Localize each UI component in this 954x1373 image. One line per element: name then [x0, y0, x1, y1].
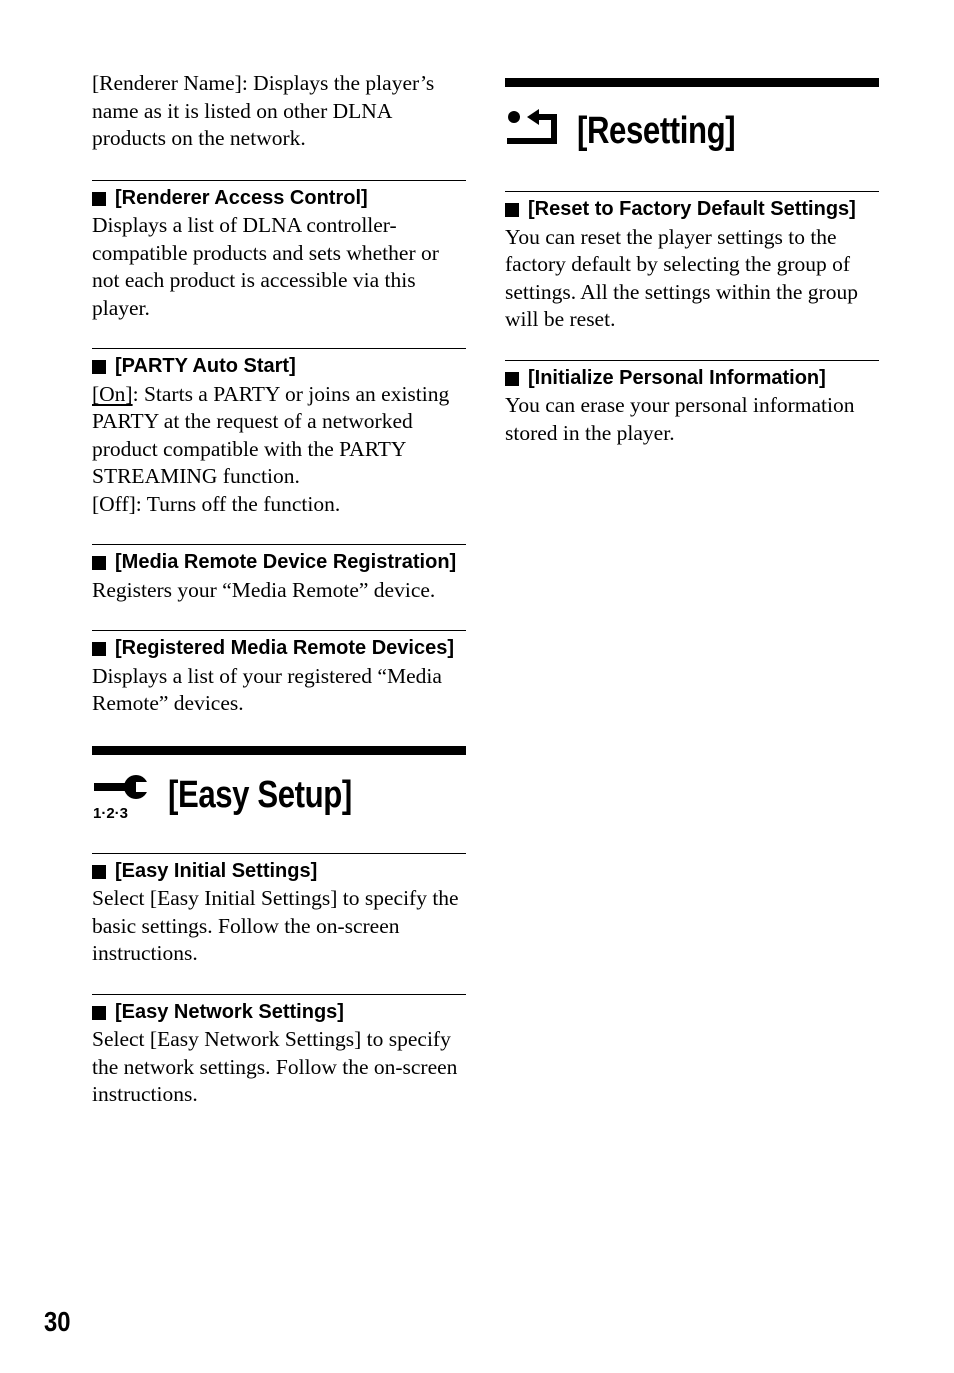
- easy-setup-title: [Easy Setup]: [168, 774, 352, 816]
- registered-media-remote-section: [92, 630, 466, 718]
- easy-setup-header: [92, 755, 466, 837]
- party-on-text: : Starts a PARTY or joins an existing PARTY at the request of a networked product compatible with the PARTY STREAMING function.: [92, 381, 450, 488]
- heading-label: [Initialize Personal Information]: [528, 366, 826, 389]
- easy-initial-settings-body: Select [Easy Initial Settings] to specify the basic settings. Follow the on-screen instructions.: [92, 886, 459, 965]
- heading-label: [Easy Network Settings]: [115, 1000, 344, 1023]
- renderer-access-control-heading: [92, 185, 466, 213]
- wrench-icon: [92, 768, 154, 824]
- page-number: 30: [44, 1306, 71, 1337]
- resetting-header: [505, 87, 879, 175]
- easy-initial-settings-section: [92, 853, 466, 968]
- heading-label: [PARTY Auto Start]: [115, 355, 296, 377]
- easy-setup-category: [92, 746, 466, 837]
- square-bullet-icon: [92, 642, 106, 656]
- reset-factory-default-section: [505, 191, 879, 334]
- initialize-personal-info-heading: [505, 365, 879, 393]
- registered-media-remote-heading: [92, 635, 466, 663]
- media-remote-registration-heading: [92, 549, 466, 577]
- heading-label: [Easy Initial Settings]: [115, 859, 318, 882]
- left-column: [92, 70, 466, 1135]
- resetting-title: [Resetting]: [577, 109, 736, 152]
- square-bullet-icon: [505, 372, 519, 386]
- party-on-label: [On]: [92, 381, 133, 406]
- party-on-description: [92, 381, 466, 491]
- category-divider-bar: [92, 746, 466, 755]
- square-bullet-icon: [92, 192, 106, 206]
- square-bullet-icon: [92, 556, 106, 570]
- resetting-category: [505, 78, 879, 175]
- renderer-name-text: [Renderer Name]: Displays the player’s name as it is listed on other DLNA products on the network.: [92, 71, 435, 150]
- media-remote-registration-body: Registers your “Media Remote” device.: [92, 577, 436, 602]
- reset-factory-default-body: You can reset the player settings to the factory default by selecting the group of settings. All the settings within the group will be reset.: [505, 224, 858, 331]
- square-bullet-icon: [92, 865, 106, 879]
- heading-label: [Registered Media Remote Devices]: [115, 637, 455, 659]
- party-off-description: [Off]: Turns off the function.: [92, 491, 341, 516]
- easy-initial-settings-heading: [92, 858, 466, 886]
- square-bullet-icon: [505, 203, 519, 217]
- easy-setup-icon-caption: 1·2·3: [93, 804, 129, 822]
- right-column: [505, 70, 879, 473]
- category-divider-bar: [505, 78, 879, 87]
- media-remote-registration-section: [92, 544, 466, 604]
- initialize-personal-info-body: You can erase your personal information stored in the player.: [505, 393, 855, 445]
- reset-factory-default-heading: [505, 196, 879, 224]
- square-bullet-icon: [92, 1006, 106, 1020]
- renderer-access-control-section: [92, 180, 466, 323]
- easy-network-settings-section: [92, 994, 466, 1109]
- heading-label: [Reset to Factory Default Settings]: [528, 198, 856, 220]
- reset-icon: [505, 108, 563, 154]
- easy-network-settings-body: Select [Easy Network Settings] to specify the network settings. Follow the on-screen instructions.: [92, 1027, 458, 1106]
- initialize-personal-info-section: [505, 360, 879, 448]
- registered-media-remote-body: Displays a list of your registered “Media Remote” devices.: [92, 663, 442, 715]
- easy-network-settings-heading: [92, 999, 466, 1027]
- party-auto-start-section: [92, 348, 466, 518]
- renderer-access-control-body: Displays a list of DLNA controller-compatible products and sets whether or not each product is accessible via this player.: [92, 213, 439, 320]
- square-bullet-icon: [92, 360, 106, 374]
- heading-label: [Media Remote Device Registration]: [115, 551, 457, 573]
- heading-label: [Renderer Access Control]: [115, 186, 368, 209]
- party-auto-start-heading: [92, 353, 466, 381]
